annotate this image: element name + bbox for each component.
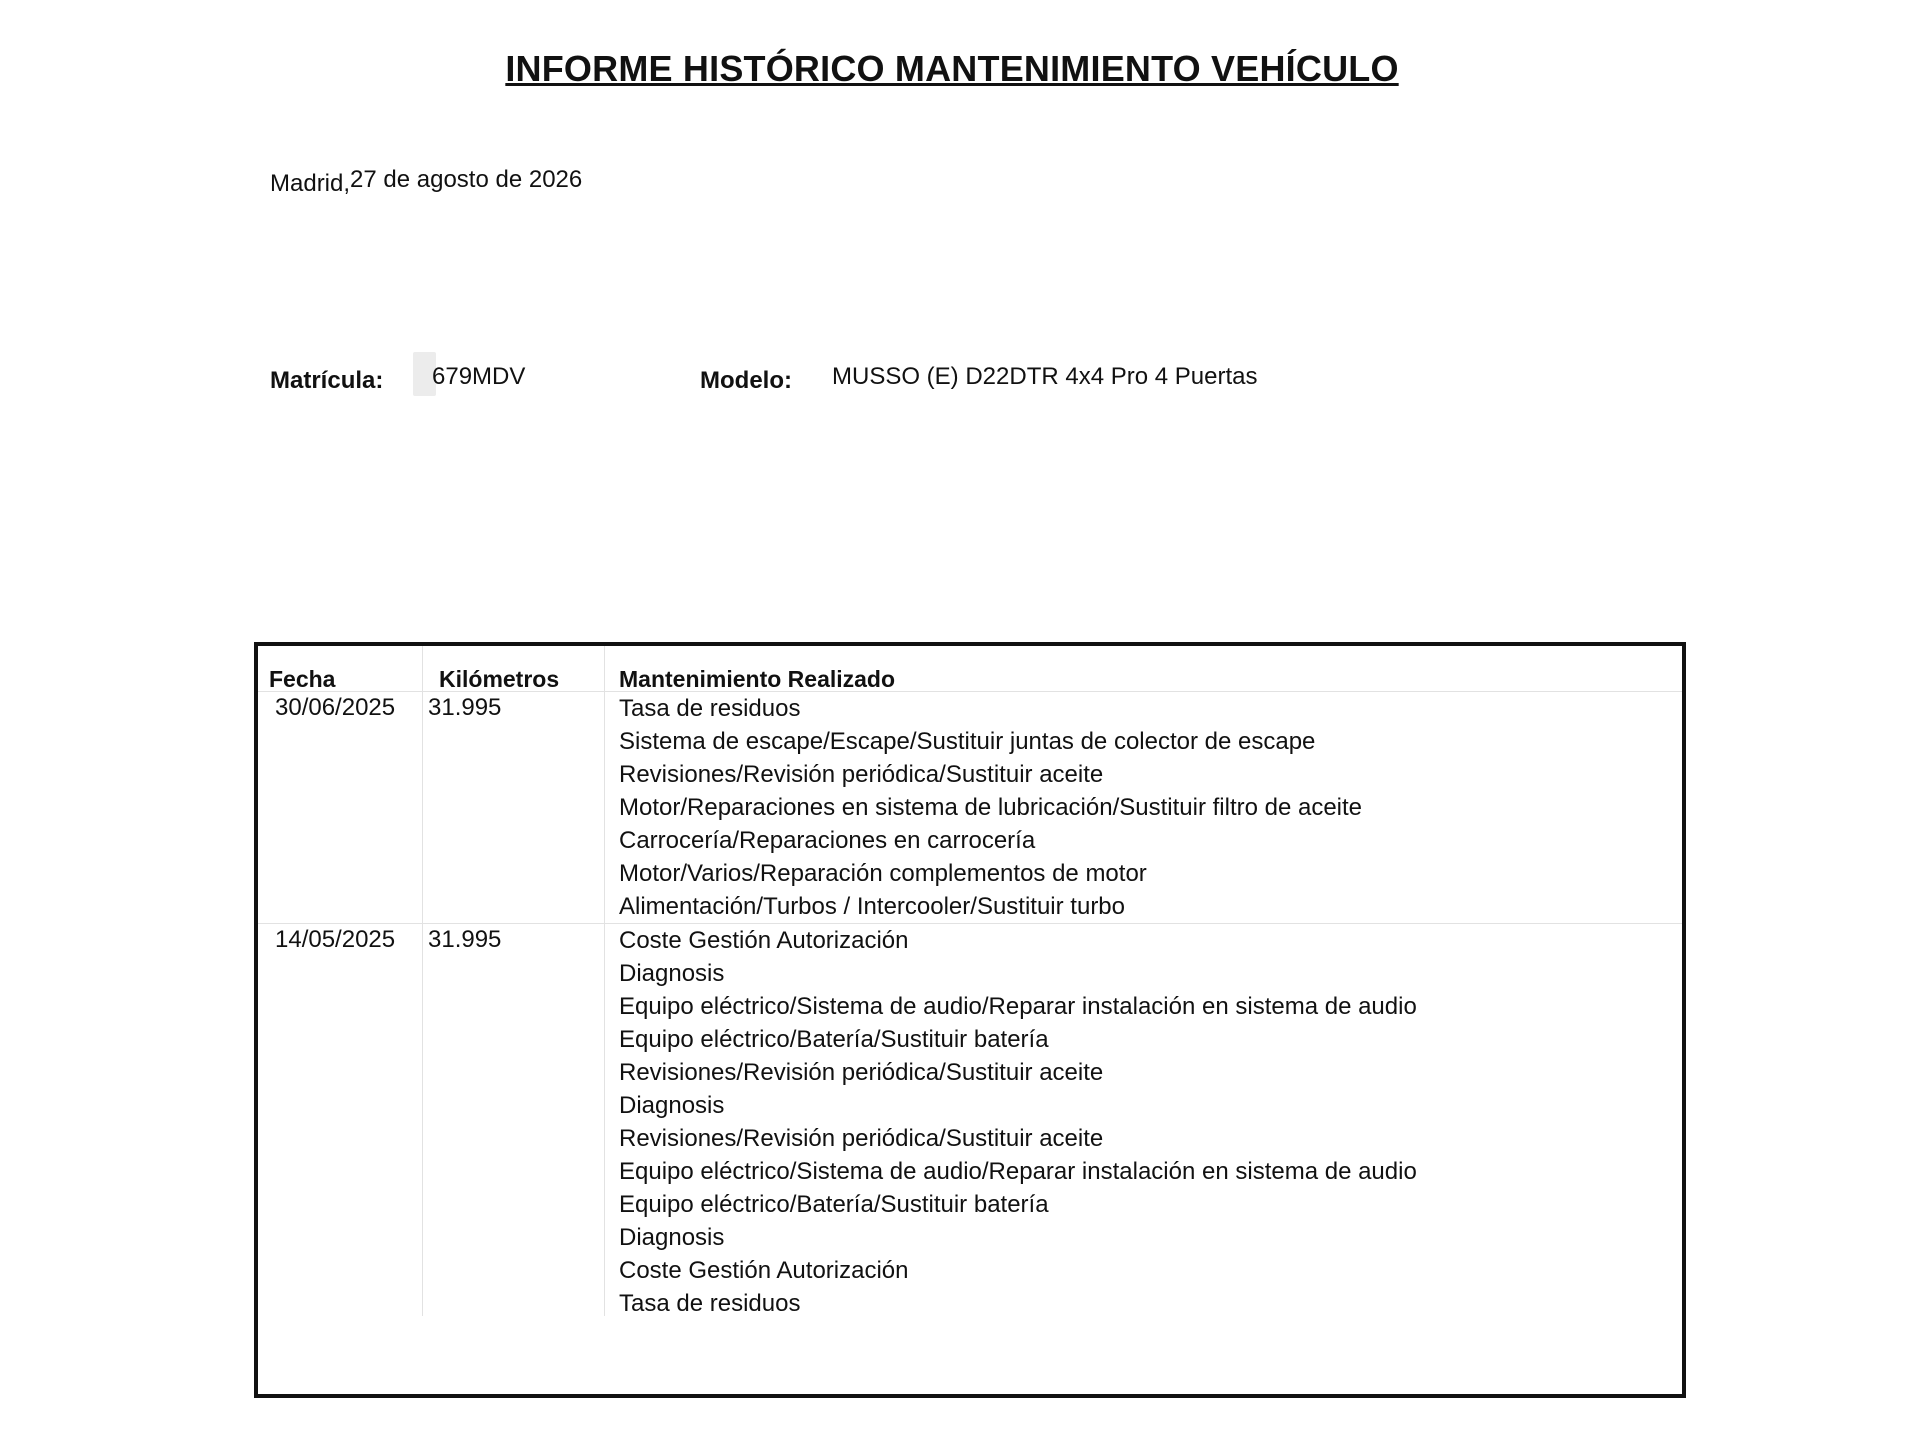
report-title: INFORME HISTÓRICO MANTENIMIENTO VEHÍCULO: [505, 48, 1399, 89]
plate-value: 679MDV: [432, 363, 526, 390]
model-value: MUSSO (E) D22DTR 4x4 Pro 4 Puertas: [832, 363, 1258, 390]
maintenance-item: Tasa de residuos: [619, 1290, 801, 1317]
maintenance-item: Coste Gestión Autorización: [619, 1257, 909, 1284]
maintenance-item: Coste Gestión Autorización: [619, 927, 909, 954]
header-km: Kilómetros: [439, 666, 560, 692]
maintenance-item: Revisiones/Revisión periódica/Sustituir aceite: [619, 1125, 1104, 1152]
column-divider: [422, 646, 423, 1316]
row-2-maintenance-list: [619, 924, 1417, 1320]
maintenance-table: [254, 642, 1686, 1398]
maintenance-item: Tasa de residuos: [619, 695, 801, 722]
plate-label: Matrícula:: [270, 367, 384, 394]
maintenance-item: Equipo eléctrico/Sistema de audio/Reparar instalación en sistema de audio: [619, 1158, 1417, 1185]
maintenance-item: Diagnosis: [619, 1092, 725, 1119]
maintenance-item: Alimentación/Turbos / Intercooler/Sustituir turbo: [619, 893, 1126, 920]
maintenance-item: Motor/Varios/Reparación complementos de motor: [619, 860, 1147, 887]
row-1-km: 31.995: [428, 694, 502, 721]
model-label: Modelo:: [700, 367, 792, 394]
maintenance-item: Equipo eléctrico/Batería/Sustituir batería: [619, 1026, 1049, 1053]
place-date-line: [270, 166, 583, 197]
row-1-date: 30/06/2025: [275, 694, 396, 721]
column-divider: [604, 646, 605, 1316]
maintenance-item: Equipo eléctrico/Sistema de audio/Reparar instalación en sistema de audio: [619, 993, 1417, 1020]
report-date: 27 de agosto de 2026: [350, 166, 583, 193]
maintenance-item: Carrocería/Reparaciones en carrocería: [619, 827, 1036, 854]
row-2-km: 31.995: [428, 926, 502, 953]
maintenance-item: Diagnosis: [619, 1224, 725, 1251]
maintenance-item: Revisiones/Revisión periódica/Sustituir aceite: [619, 761, 1104, 788]
maintenance-item: Sistema de escape/Escape/Sustituir juntas de colector de escape: [619, 728, 1316, 755]
header-maintenance: Mantenimiento Realizado: [619, 666, 896, 692]
maintenance-item: Motor/Reparaciones en sistema de lubricación/Sustituir filtro de aceite: [619, 794, 1363, 821]
maintenance-item: Revisiones/Revisión periódica/Sustituir aceite: [619, 1059, 1104, 1086]
row-2-date: 14/05/2025: [275, 926, 396, 953]
header-date: Fecha: [269, 666, 336, 692]
place: Madrid,: [270, 170, 351, 197]
maintenance-item: Equipo eléctrico/Batería/Sustituir batería: [619, 1191, 1049, 1218]
row-1-maintenance-list: [619, 692, 1362, 923]
maintenance-item: Diagnosis: [619, 960, 725, 987]
